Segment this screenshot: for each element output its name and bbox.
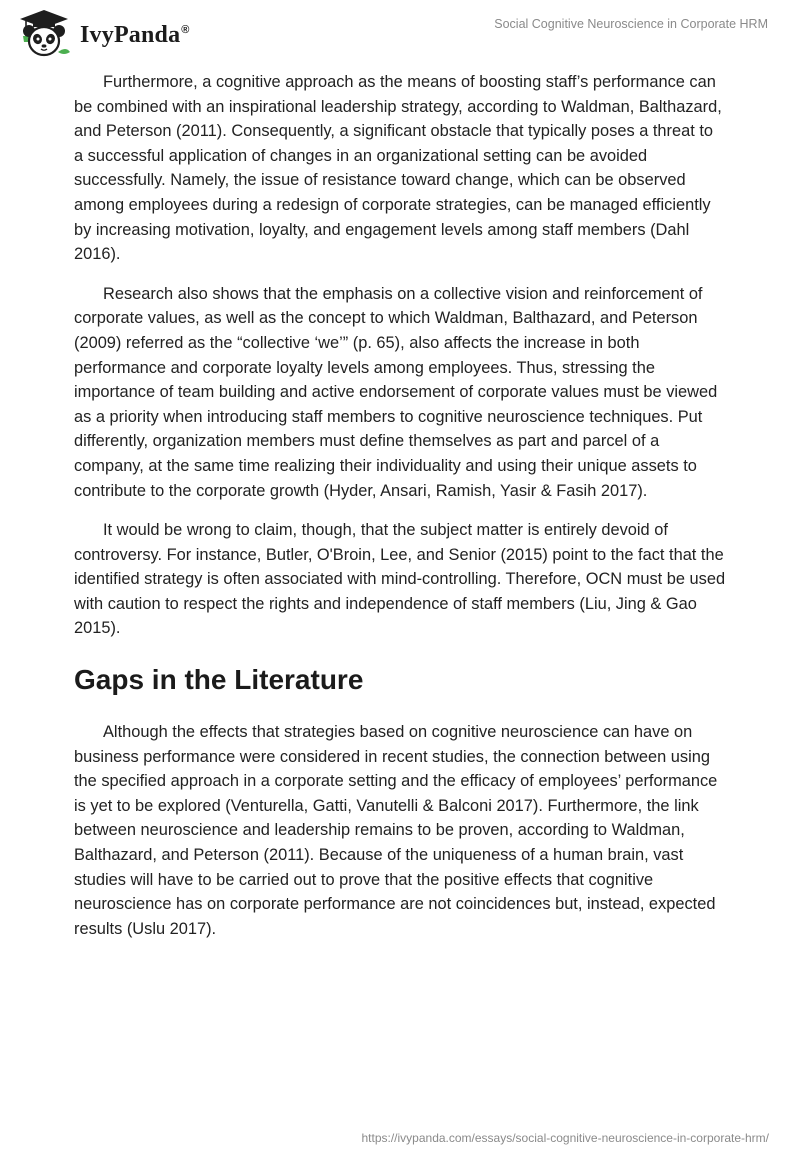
paragraph: Furthermore, a cognitive approach as the means of boosting staff’s performance can be combined with an inspirational leadership strategy, according to Waldman, Balthazard, and Peterson (2011). Consequently, a significant obstacle that typically poses a threat to a successful application of changes in an organizational setting can be avoided successfully. Namely, the issue of resistance toward change, which can be observed among employees during a redesign of corporate strategies, can be managed efficiently by increasing motivation, loyalty, and engagement levels among staff members (Dahl 2016). bbox=[74, 73, 722, 264]
paragraph: Although the effects that strategies based on cognitive neuroscience can have on business performance were considered in recent studies, the connection between using the specified approach in a corporate setting and the efficacy of employees’ performance is yet to be explored (Venturella, Gatti, Vanutelli & Balconi 2017). Furthermore, the link between neuroscience and leadership remains to be proven, according to Waldman, Balthazard, and Peterson (2011). Because of the uniqueness of a human brain, vast studies will have to be carried out to prove that the positive effects that cognitive neuroscience has on corporate performance are not coincidences but, instead, expected results (Uslu 2017). bbox=[74, 723, 718, 938]
section-heading: Gaps in the Literature bbox=[74, 664, 364, 696]
paragraph: It would be wrong to claim, though, that the subject matter is entirely devoid of controversy. For instance, Butler, O'Broin, Lee, and Senior (2015) point to the fact that the identified strategy is often associated with mind-controlling. Therefore, OCN must be used with caution to respect the rights and independence of staff members (Liu, Jing & Gao 2015). bbox=[74, 521, 726, 638]
ivypanda-logo[interactable] bbox=[14, 8, 190, 58]
source-url[interactable]: https://ivypanda.com/essays/social-cognitive-neuroscience-in-corporate-hrm/ bbox=[361, 1131, 769, 1145]
document-title: Social Cognitive Neuroscience in Corporate HRM bbox=[494, 17, 768, 31]
essay-content bbox=[74, 70, 726, 956]
panda-graduate-icon bbox=[14, 8, 74, 58]
paragraph: Research also shows that the emphasis on a collective vision and reinforcement of corporate values, as well as the concept to which Waldman, Balthazard, and Peterson (2009) referred as the “collective ‘we’” (p. 65), also affects the increase in both performance and corporate loyalty levels among employees. Thus, stressing the importance of team building and active endorsement of corporate values must be viewed as a priority when introducing staff members to cognitive neuroscience techniques. Put differently, organization members must define themselves as part and parcel of a company, at the same time realizing their individuality and using their unique assets to contribute to the corporate growth (Hyder, Ansari, Ramish, Yasir & Fasih 2017). bbox=[74, 284, 718, 500]
page-header bbox=[0, 0, 800, 60]
brand-name: IvyPanda® bbox=[80, 21, 190, 48]
